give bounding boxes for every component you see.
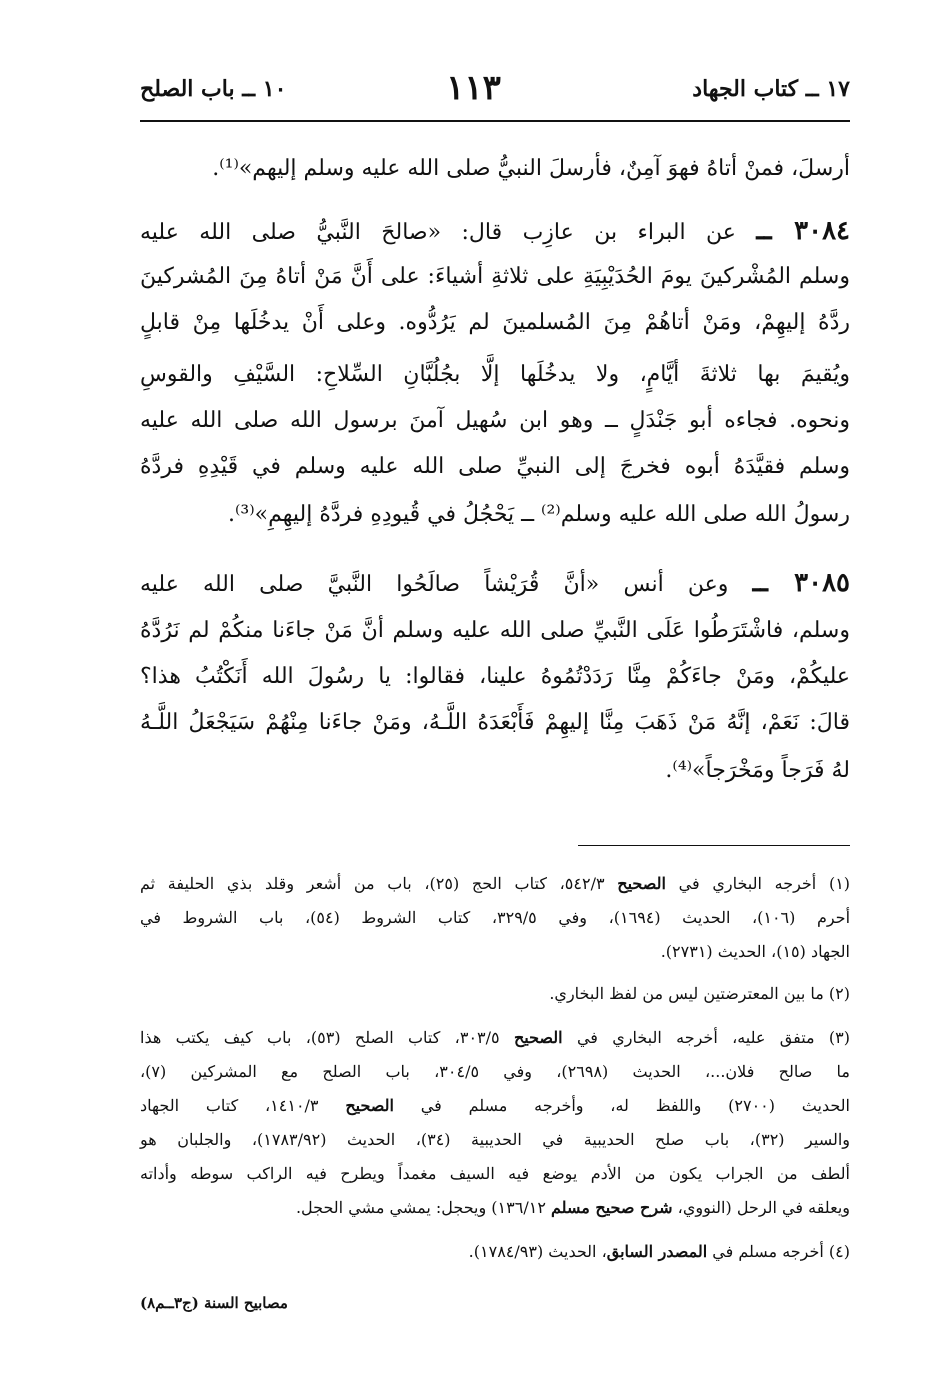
- signature-mark: مصابيح السنة (ج٣ــم٨): [140, 1294, 288, 1312]
- chapter-book-title: ١٧ ــ كتاب الجهاد: [692, 76, 850, 102]
- hadith-number: ٣٠٨٥ ــ: [752, 568, 850, 598]
- text-line: ردَّهُ إليهِمْ، ومَنْ أتاهُمْ مِنَ المُسلمينَ لم يَرُدُّوه. وعلى أَنْ يدخُلَها مِنْ قابلٍ: [140, 310, 850, 335]
- text-line: ويُقيمَ بها ثلاثةَ أيَّامٍ، ولا يدخُلَها إلَّا بجُلُبَّانِ السِّلاحِ: السَّيْفِ والقوسِ: [140, 362, 850, 387]
- text-segment: عن البراء بن عازِب قال: «صالحَ النَّبيُّ صلى الله عليه: [140, 220, 736, 245]
- hadith-number: ٣٠٨٤ ــ: [756, 216, 851, 246]
- footnote-source: المصدر السابق: [606, 1242, 708, 1261]
- footnote-3-line: والسير (٣٢)، باب صلح الحديبية في الحديبية (٣٤)، الحديث (١٧٨٣/٩٢)، والجلبان هو: [140, 1130, 851, 1149]
- footnote-text: الحديث (٢٧٠٠) واللفظ له، وأخرجه مسلم في: [420, 1096, 850, 1115]
- footnote-3-line: [140, 1096, 850, 1116]
- footnote-1-line: الجهاد (١٥)، الحديث (٢٧٣١).: [660, 942, 850, 961]
- footnote-3-line: ما صالح فلان...، الحديث (٢٦٩٨)، وفي ٣٠٤/٥، باب الصلح مع المشركين (٧)،: [140, 1062, 850, 1081]
- footnote-text: ٣٠٣/٥، كتاب الصلح (٥٣)، باب كيف يكتب هذا: [140, 1028, 500, 1047]
- footnote-text: ويعلقه في الرحل (النووي،: [677, 1198, 850, 1217]
- text-line: ونحوه. فجاءه أبو جَنْدَلٍ ــ وهو ابن سُهيل آمنَ برسول الله صلى الله عليه: [140, 408, 850, 433]
- text-line: رسولُ الله صلى الله عليه وسلم⁽²⁾ ــ يَحْجُلُ في قُيودِهِ فردَّهُ إليهِمِ»⁽³⁾.: [228, 502, 850, 527]
- text-line: وسلم المُشْركينَ يومَ الحُدَيْبِيَةِ على ثلاثةِ أشياءَ: على أَنَّ مَنْ أتاهُ مِنَ المُشركينَ: [140, 264, 850, 289]
- footnote-text: ١٤١٠/٣، كتاب الجهاد: [140, 1096, 319, 1115]
- text-line: وسلم، فاشْتَرَطُوا عَلَى النَّبيِّ صلى الله عليه وسلم أنَّ مَنْ جاءَنا منكُمْ لم نَرُدَّهُ: [140, 618, 850, 643]
- header-rule: [140, 120, 850, 122]
- footnote-text: (٣) متفق عليه، أخرجه البخاري في: [576, 1028, 851, 1047]
- footnote-1-line: أحرم (١٠٦)، الحديث (١٦٩٤)، وفي ٣٢٩/٥، كتاب الشروط (٥٤)، باب الشروط في: [140, 908, 851, 927]
- text-line: عليكُمْ، ومَنْ جاءَكُمْ مِنَّا رَدَدْتُمُوهُ علينا، فقالوا: يا رسُولَ الله أَنَكْتُبُ هذا؟: [140, 664, 850, 689]
- footnote-separator: [578, 845, 850, 846]
- text-line: وسلم فقيَّدَهُ أبوه فخرجَ إلى النبيِّ صلى الله عليه وسلم في قَيْدِهِ فردَّهُ: [140, 454, 850, 479]
- text-line: قالَ: نَعَمْ، إنَّهُ مَنْ ذَهَبَ مِنَّا إليهِمْ فَأَبْعَدَهُ اللَّـهُ، ومَنْ جاءَنا مِنْهُمْ سَيَجْعَلُ اللَّـهُ: [140, 710, 850, 735]
- hadith-3084-line: [140, 216, 850, 248]
- footnote-text: ١٣٦/١٢) ويحجل: يمشي مشي الحجل.: [295, 1198, 546, 1217]
- footnote-source: الصحيح: [345, 1096, 394, 1115]
- footnote-text: ، الحديث (١٧٨٤/٩٣).: [468, 1242, 607, 1261]
- footnote-text: ٥٤٢/٣، كتاب الحج (٢٥)، باب من أشعر وقلد بذي الحليفة ثم: [140, 874, 605, 893]
- footnote-3-line: [140, 1028, 850, 1048]
- footnote-3-line: [140, 1198, 850, 1218]
- hadith-3085-line: [140, 568, 850, 600]
- page-number: ١١٣: [446, 68, 501, 108]
- text-line: لهُ فَرَجاً ومَخْرَجاً»⁽⁴⁾.: [665, 758, 850, 783]
- footnote-3-line: ألطف من الجراب يكون من الأدم يوضع فيه السيف مغمداً ويطرح فيه الراكب سوطه وأداته: [140, 1164, 850, 1183]
- footnote-2: (٢) ما بين المعترضتين ليس من لفظ البخاري.: [549, 984, 850, 1003]
- footnote-source: شرح صحيح مسلم: [551, 1198, 673, 1217]
- footnote-1-line: [140, 874, 850, 894]
- footnote-text: (١) أخرجه البخاري في: [678, 874, 851, 893]
- footnote-source: الصحيح: [617, 874, 666, 893]
- footnote-source: الصحيح: [513, 1028, 563, 1047]
- text-line: أرسلَ، فمنْ أتاهُ فهوَ آمِنٌ، فأرسلَ النبيُّ صلى الله عليه وسلم إليهم»⁽¹⁾.: [212, 156, 850, 181]
- footnote-text: (٤) أخرجه مسلم في: [712, 1242, 850, 1261]
- chapter-section-title: ١٠ ــ باب الصلح: [140, 76, 287, 102]
- text-segment: وعن أنس «أنَّ قُرَيْشاً صالَحُوا النَّبيَّ صلى الله عليه: [140, 572, 729, 597]
- footnote-4: [140, 1242, 850, 1262]
